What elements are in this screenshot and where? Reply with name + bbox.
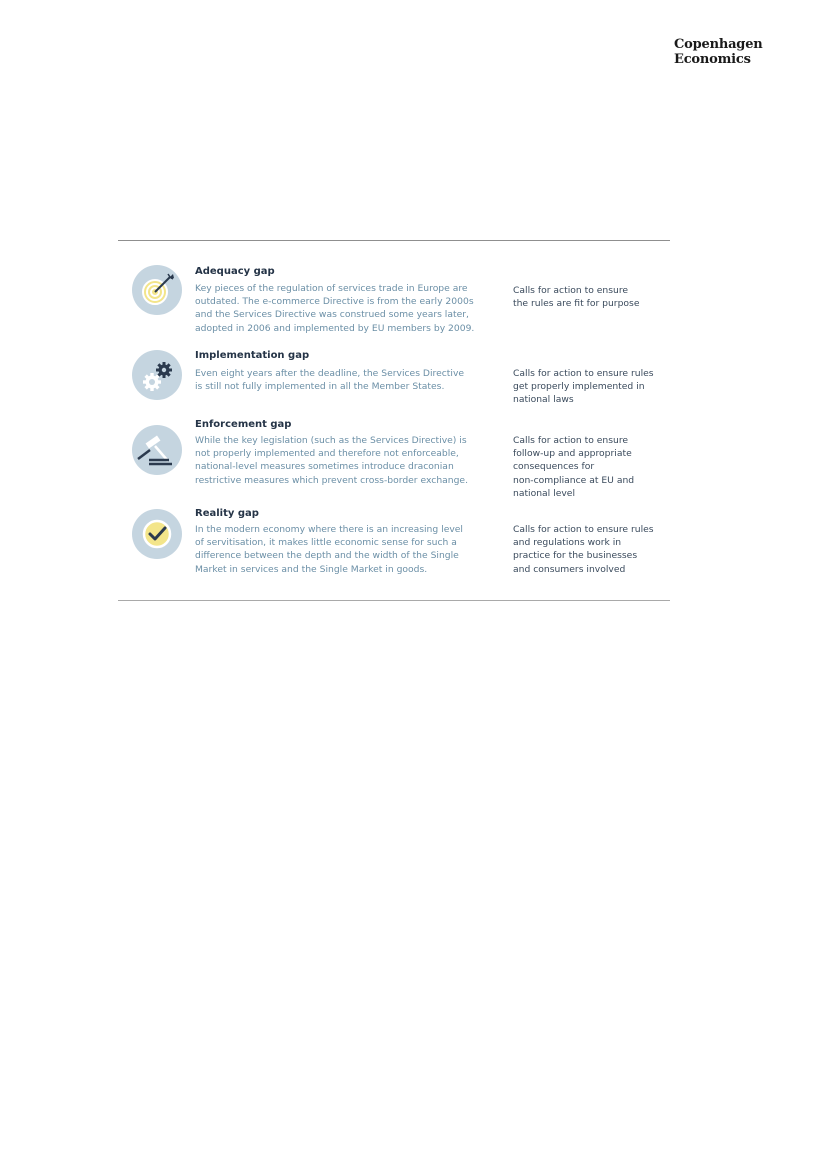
bottom-divider bbox=[118, 600, 670, 601]
logo-line-1: Copenhagen bbox=[674, 37, 763, 52]
gap-title: Adequacy gap bbox=[195, 266, 275, 277]
target-icon bbox=[132, 265, 182, 315]
logo-line-2: Economics bbox=[674, 52, 751, 67]
company-logo bbox=[674, 37, 763, 67]
gap-action: Calls for action to ensure follow-up and appropriate consequences for non-compliance at EU and national level bbox=[513, 435, 635, 499]
gap-action: Calls for action to ensure the rules are fit for purpose bbox=[513, 285, 640, 310]
gap-action: Calls for action to ensure rules and regulations work in practice for the businesses and consumers involved bbox=[513, 524, 654, 575]
gap-title: Reality gap bbox=[195, 508, 259, 519]
gap-title: Enforcement gap bbox=[195, 419, 292, 430]
gavel-icon bbox=[132, 425, 182, 475]
gap-action: Calls for action to ensure rules get properly implemented in national laws bbox=[513, 368, 654, 406]
gap-row-enforcement bbox=[132, 416, 670, 506]
gap-row-adequacy bbox=[132, 262, 670, 342]
checkmark-icon bbox=[132, 509, 182, 559]
gears-icon bbox=[132, 350, 182, 400]
gap-title: Implementation gap bbox=[195, 350, 310, 361]
gap-description: While the key legislation (such as the Services Directive) is not properly implemented and therefore not enforceable, national-level measures sometimes introduce draconian restrictive measures which prevent cross-border exchange. bbox=[195, 435, 469, 486]
gap-description: Even eight years after the deadline, the Services Directive is still not fully implemented in all the Member States. bbox=[195, 368, 465, 393]
gap-description: Key pieces of the regulation of services trade in Europe are outdated. The e-commerce Directive is from the early 2000s and the Services Directive was construed some years later, adopted in 2006 and implemented by EU members by 2009. bbox=[195, 283, 475, 334]
gap-row-implementation bbox=[132, 346, 670, 416]
gap-row-reality bbox=[132, 506, 670, 586]
top-divider bbox=[118, 240, 670, 241]
gap-description: In the modern economy where there is an increasing level of servitisation, it makes little economic sense for such a difference between the depth and the width of the Single Market in services and the Single Market in goods. bbox=[195, 524, 463, 575]
